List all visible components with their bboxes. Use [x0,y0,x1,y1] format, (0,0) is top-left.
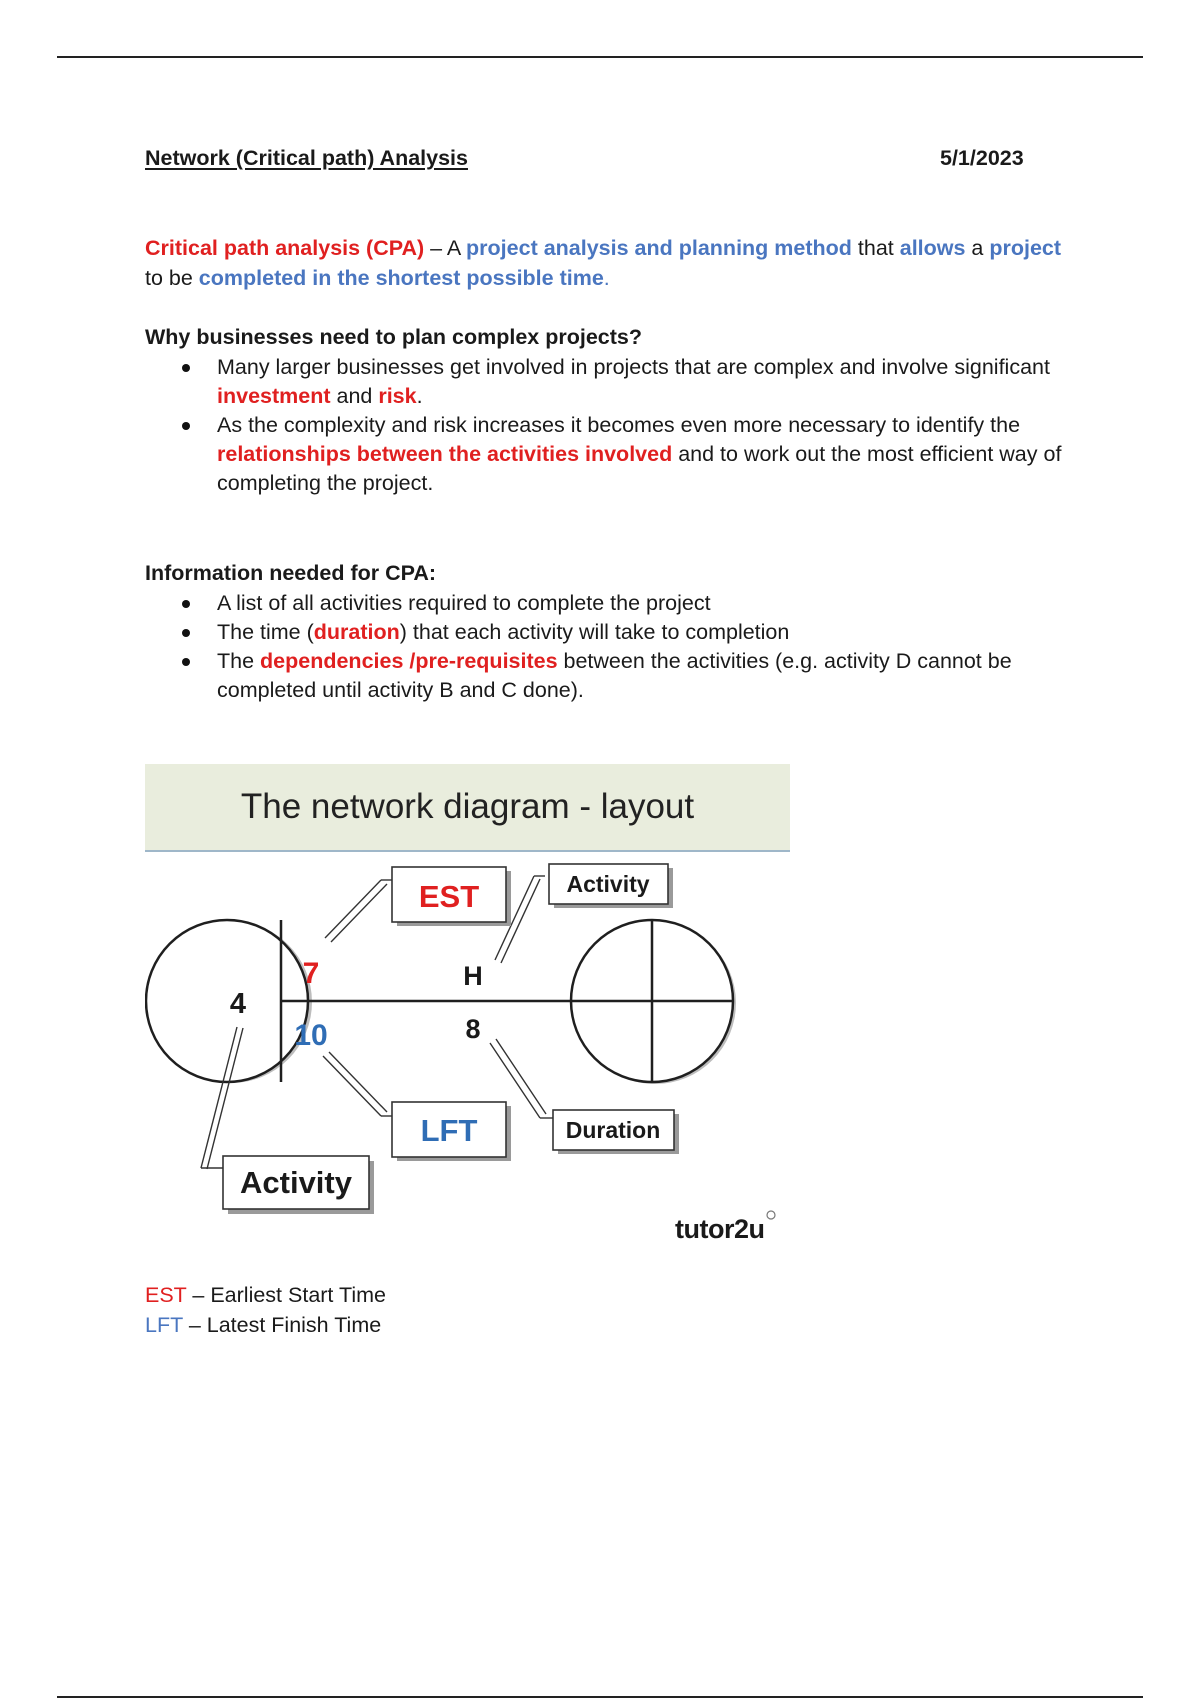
legend [145,1280,386,1340]
info-heading: Information needed for CPA: [145,561,437,585]
definition-text: – A [424,236,467,260]
page-date: 5/1/2023 [940,146,1024,170]
definition-text: . [603,266,610,290]
right-node [569,920,736,1084]
definition-highlight: completed in the shortest possible time [198,266,604,290]
list-item: A list of all activities required to complete the project [145,589,1065,618]
definition-highlight: allows [899,236,966,260]
list-item: Many larger businesses get involved in projects that are complex and involve significant investment and risk. [145,353,1065,411]
node-est-value: 7 [302,957,320,990]
label-activity-top [549,864,673,908]
node-lft-value: 10 [294,1019,328,1052]
page-title: Network (Critical path) Analysis [145,146,468,170]
bullet-icon [182,629,190,637]
label-activity-bottom-text: Activity [240,1165,352,1200]
node-number: 4 [229,988,247,1020]
definition-text: that [851,236,900,260]
bottom-rule [57,1696,1143,1698]
list-item: As the complexity and risk increases it becomes even more necessary to identify the relationships between the activities involved and to work out the most efficient way of completing the project. [145,411,1065,498]
definition-text: a [965,236,990,260]
label-est [392,867,511,926]
activity-duration: 8 [465,1014,481,1044]
definition-highlight: project analysis and planning method [466,236,852,260]
label-activity-top-text: Activity [566,871,650,897]
label-est-text: EST [418,879,480,914]
definition-text: to be [145,266,199,290]
label-lft-text: LFT [420,1113,478,1148]
top-rule [57,56,1143,58]
network-diagram [145,764,790,1254]
logo-mark-icon [767,1211,775,1219]
bullet-icon [182,658,190,666]
list-item: The dependencies /pre-requisites between the activities (e.g. activity D cannot be completed until activity B and C done). [145,647,1065,705]
cpa-definition [145,233,1065,293]
label-duration-text: Duration [565,1117,661,1143]
legend-lft: LFT – Latest Finish Time [145,1313,382,1337]
why-heading: Why businesses need to plan complex projects? [145,325,643,349]
label-lft [392,1102,511,1161]
why-list [145,353,1065,498]
definition-term: Critical path analysis (CPA) [145,236,425,260]
label-duration [553,1110,679,1154]
network-diagram-figure [145,764,790,1254]
activity-letter: H [463,961,483,991]
list-item: The time (duration) that each activity will take to completion [145,618,1065,647]
legend-est: EST – Earliest Start Time [145,1283,386,1307]
info-list [145,589,1065,705]
bullet-icon [182,600,190,608]
tutor2u-logo [675,1211,775,1244]
bullet-icon [182,364,190,372]
bullet-icon [182,422,190,430]
diagram-banner-title: The network diagram - layout [240,787,695,826]
definition-highlight: project [989,236,1062,260]
left-node [146,920,328,1083]
label-activity-bottom [223,1156,374,1214]
logo-text: tutor2u [675,1214,765,1244]
